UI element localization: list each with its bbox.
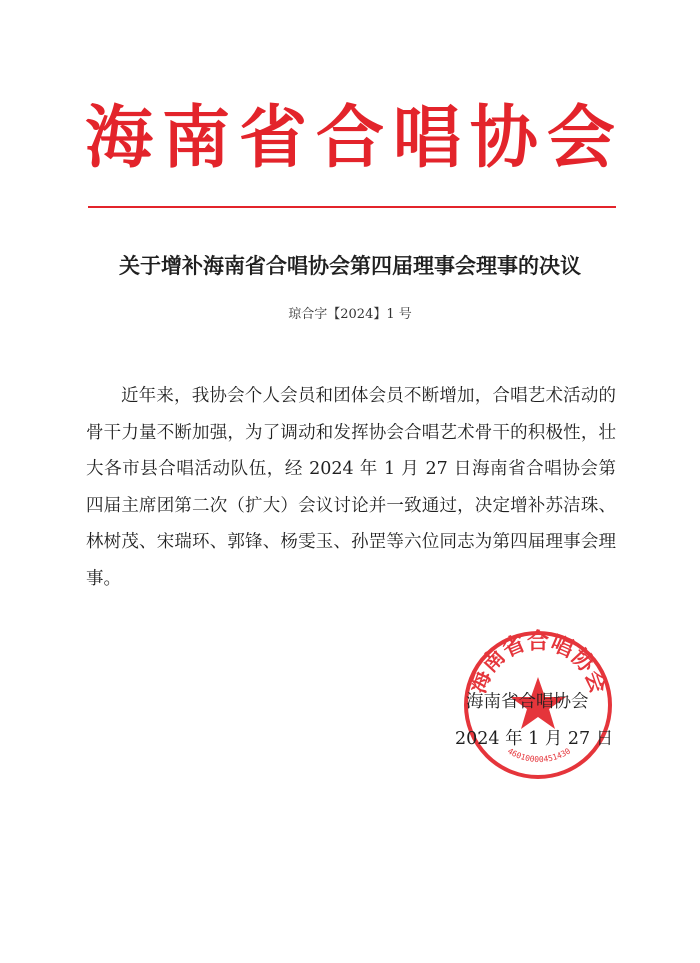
signature-org: 海南省合唱协会 — [466, 692, 589, 712]
seal-serial: 4601000045143​0 — [505, 746, 573, 765]
document-title: 关于增补海南省合唱协会第四届理事会理事的决议 — [119, 253, 581, 278]
seal-text: 海南省合唱协会 — [464, 628, 612, 697]
masthead-char: 协 — [469, 98, 538, 178]
header-divider — [88, 206, 616, 208]
masthead-char: 合 — [315, 98, 384, 178]
masthead-char: 南 — [161, 98, 230, 178]
masthead-char: 唱 — [392, 98, 461, 178]
masthead — [85, 88, 615, 188]
masthead-char: 省 — [238, 98, 307, 178]
body-paragraph: 近年来，我协会个人会员和团体会员不断增加，合唱艺术活动的骨干力量不断加强，为了调动和发挥协会合唱艺术骨干的积极性，壮大各市县合唱活动队伍，经 2024 年 1 月 27 日海南省合唱协会第四届主席团第二次（扩大）会议讨论并一致通过，决定增补苏洁珠、林树茂、宋瑞环、郭锋、杨雯玉、孙罡等六位同志为第四届理事会理事。 — [86, 386, 616, 589]
masthead-char: 会 — [546, 98, 615, 178]
masthead-char: 海 — [85, 98, 154, 178]
document-body — [86, 378, 616, 597]
signature-date: 2024 年 1 月 27 日 — [455, 729, 614, 749]
document-number: 琼合字【2024】1 号 — [288, 307, 412, 322]
